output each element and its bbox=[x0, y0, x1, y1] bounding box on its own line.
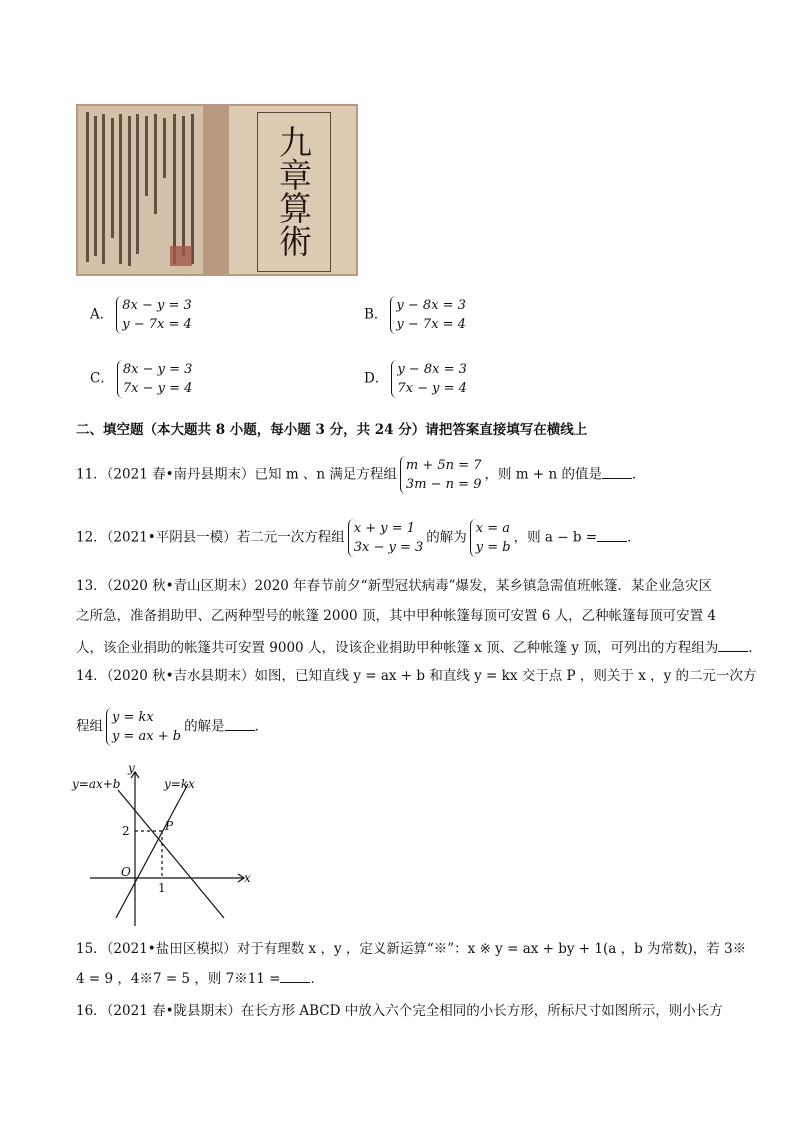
line-y-kx bbox=[116, 784, 188, 918]
section-2-heading: 二、填空题（本大题共 8 小题，每小题 3 分，共 24 分）请把答案直接填写在横线上 bbox=[76, 422, 588, 438]
question-13-line-1: 13．（2020 秋•青山区期末）2020 年春节前夕“新型冠状病毒”爆发，某乡镇急需值班帐篷．某企业急灾区 bbox=[76, 578, 712, 594]
book-title: 九章算術 bbox=[274, 125, 313, 257]
option-b: B．y − 8x = 3 y − 7x = 4 bbox=[364, 298, 466, 332]
label-origin: O bbox=[121, 865, 131, 879]
question-14-line-2: 程组y = kx y = ax + b的解是 ． bbox=[76, 710, 269, 744]
label-x-axis: x bbox=[244, 871, 251, 885]
label-point-p: P bbox=[165, 819, 174, 833]
tick-x-1: 1 bbox=[158, 881, 166, 895]
book-left-text-columns bbox=[78, 106, 203, 274]
question-13-line-2: 之所急，准备捐助甲、乙两种型号的帐篷 2000 顶，其中甲种帐篷每顶可安置 6 人，乙种帐篷每顶可安置 4 bbox=[76, 608, 716, 624]
answer-blank[interactable] bbox=[718, 637, 748, 652]
question-15-line-1: 15．（2021•盐田区模拟）对于有理数 x ，y ，定义新运算“※”：x ※ y = ax + by + 1(a ，b 为常数)，若 3※ bbox=[76, 941, 747, 957]
question-13-line-3: 人，该企业捐助的帐篷共可安置 9000 人，设该企业捐助甲种帐篷 x 顶、乙种帐篷 y 顶，可列出的方程组为 ． bbox=[76, 637, 762, 658]
question-15-line-2: 4 = 9 ，4※7 = 5 ，则 7※11 = ． bbox=[76, 968, 324, 989]
nine-chapters-book-image bbox=[76, 104, 358, 276]
label-line-kx: y=kx bbox=[164, 777, 195, 791]
answer-blank[interactable] bbox=[280, 968, 310, 983]
answer-blank[interactable] bbox=[597, 527, 627, 542]
line-y-ax-b bbox=[118, 790, 224, 918]
book-title-box bbox=[257, 112, 331, 272]
answer-blank[interactable] bbox=[602, 464, 632, 479]
option-a: A．8x − y = 3 y − 7x = 4 bbox=[90, 298, 192, 332]
tick-y-2: 2 bbox=[122, 824, 130, 838]
option-d: D．y − 8x = 3 7x − y = 4 bbox=[364, 362, 467, 396]
question-14-line-1: 14．（2020 秋•吉水县期末）如图，已知直线 y = ax + b 和直线 y = kx 交于点 P ，则关于 x ，y 的二元一次方 bbox=[76, 668, 757, 684]
question-16-line-1: 16．（2021 春•陇县期末）在长方形 ABCD 中放入六个完全相同的小长方形，所标尺寸如图所示，则小长方 bbox=[76, 1003, 723, 1019]
label-y-axis: y bbox=[128, 761, 135, 775]
book-right-cover bbox=[229, 106, 356, 274]
label-line-ax-b: y=ax+b bbox=[72, 777, 121, 791]
line-intersection-graph bbox=[66, 758, 256, 928]
book-left-page bbox=[78, 106, 203, 274]
question-12: 12．（2021•平阴县一模）若二元一次方程组x + y = 1 3x − y = 3的解为x = a y = b，则 a − b = ． bbox=[76, 521, 641, 555]
option-c: C．8x − y = 3 7x − y = 4 bbox=[90, 362, 193, 396]
answer-blank[interactable] bbox=[225, 716, 255, 731]
question-11: 11．（2021 春•南丹县期末）已知 m 、n 满足方程组m + 5n = 7 3m − n = 9，则 m + n 的值是 ． bbox=[76, 458, 646, 492]
